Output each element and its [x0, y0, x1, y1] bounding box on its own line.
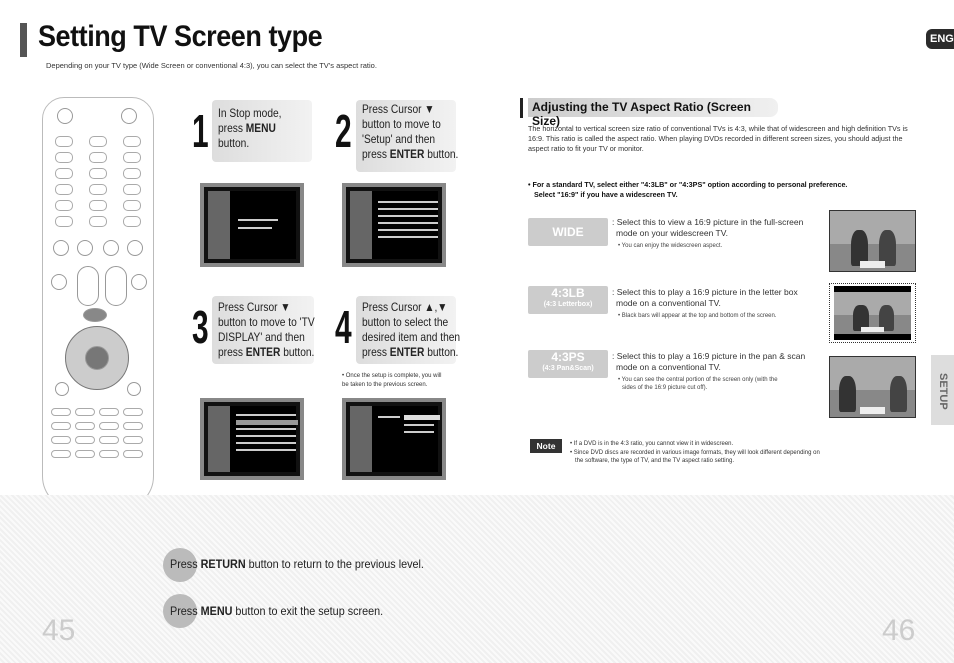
mode-description: : Select this to play a 16:9 picture in the letter box mode on a conventional TV.	[612, 287, 798, 308]
title-accent-bar	[20, 23, 27, 57]
wide-picture-thumbnail	[829, 210, 916, 272]
step-number: 2	[335, 105, 352, 157]
setup-side-tab: SETUP	[931, 355, 954, 425]
osd-screen-step-3	[200, 398, 304, 480]
page-number-left: 45	[42, 614, 76, 647]
page-number-right: 46	[882, 614, 916, 647]
mode-subnote: • You can see the central portion of the screen only (with the sides of the 16:9 picture cut off).	[618, 377, 778, 391]
remote-control-illustration	[42, 97, 154, 510]
step-number: 3	[192, 301, 209, 353]
mode-subnote: • Black bars will appear at the top and bottom of the screen.	[618, 313, 777, 319]
return-button-icon	[55, 382, 69, 396]
osd-screen-step-4	[342, 398, 446, 480]
enter-button-icon	[85, 346, 109, 370]
mode-badge-letterbox: 4:3LB (4:3 Letterbox)	[528, 286, 608, 314]
section-intro: The horizontal to vertical screen size ratio of conventional TVs is 4:3, while that of widescreen and high definition TVs is 16:9. This ratio is called the aspect ratio. When playing DVDs recorded in different screen sizes, you should adjust the aspect ratio to fit your TV or monitor.	[528, 124, 908, 153]
page-subtitle: Depending on your TV type (Wide Screen or conventional 4:3), you can select the TV's aspect ratio.	[46, 61, 377, 70]
step-number: 1	[192, 105, 209, 157]
menu-instruction: Press MENU button to exit the setup screen.	[170, 604, 384, 618]
mode-badge-wide: WIDE	[528, 218, 608, 246]
mode-description: : Select this to play a 16:9 picture in the pan & scan mode on a conventional TV.	[612, 351, 806, 372]
pan-scan-picture-thumbnail	[829, 356, 916, 418]
mode-subnote: • You can enjoy the widescreen aspect.	[618, 243, 723, 249]
return-instruction: Press RETURN button to return to the previous level.	[170, 557, 424, 571]
step-3-text: Press Cursor ▼ button to move to 'TV DISPLAY' and then press ENTER button.	[218, 300, 315, 359]
step-4-text: Press Cursor ▲,▼ button to select the desired item and then press ENTER button.	[362, 300, 461, 359]
mode-badge-pan-scan: 4:3PS (4:3 Pan&Scan)	[528, 350, 608, 378]
note-badge: Note	[530, 439, 562, 453]
section-heading: Adjusting the TV Aspect Ratio (Screen Size)	[528, 98, 778, 117]
open-close-button-icon	[121, 108, 137, 124]
footer-band	[0, 495, 954, 663]
step-1-text: In Stop mode, press MENU button.	[218, 106, 282, 150]
setup-complete-note: • Once the setup is complete, you will be taken to the previous screen.	[342, 373, 442, 388]
letterbox-picture-thumbnail	[829, 283, 916, 343]
step-2-text: Press Cursor ▼ button to move to 'Setup' and then press ENTER button.	[362, 102, 459, 161]
language-tab: ENG	[926, 29, 954, 49]
section-bullet: • For a standard TV, select either "4:3LB" or "4:3PS" option according to personal preference. Select "16:9" if you have a widescreen TV.	[528, 180, 848, 199]
menu-button-icon	[83, 308, 107, 322]
section-accent-bar	[520, 98, 523, 118]
osd-screen-step-1	[200, 183, 304, 267]
power-button-icon	[57, 108, 73, 124]
step-number: 4	[335, 301, 352, 353]
note-text: • If a DVD is in the 4:3 ratio, you cannot view it in widescreen. • Since DVD discs are recorded in various image formats, they will look different depending on the software, the type of TV, and the TV aspect ratio setting.	[570, 441, 820, 464]
osd-screen-step-2	[342, 183, 446, 267]
mode-description: : Select this to view a 16:9 picture in the full-screen mode on your widescreen TV.	[612, 217, 804, 238]
page-title: Setting TV Screen type	[38, 20, 323, 53]
